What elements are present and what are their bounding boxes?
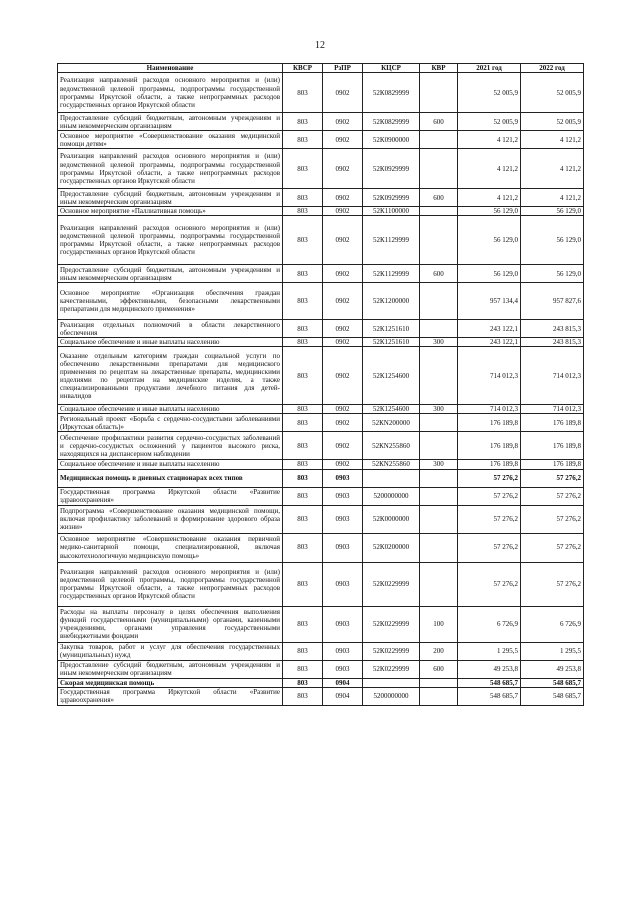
cell-kvr (420, 414, 458, 432)
cell-name: Медицинская помощь в дневных стационарах всех типов (58, 469, 283, 487)
table-row (58, 189, 584, 207)
table-row (58, 73, 584, 113)
cell-kvsr: 803 (283, 414, 323, 432)
cell-kvr (420, 562, 458, 606)
cell-2022: 176 189,8 (521, 432, 584, 460)
cell-kvr (420, 432, 458, 460)
cell-2022: 57 276,2 (521, 505, 584, 533)
table-row (58, 216, 584, 265)
cell-kcsr: 52КN200000 (363, 414, 420, 432)
cell-name: Реализация направлений расходов основного мероприятия и (или) ведомственной целевой программы, подпрограммы государственной программы Иркутской области, а также непрограммных расходов государственных органов Иркутской области (58, 216, 283, 265)
table-row (58, 338, 584, 347)
cell-kvr: 200 (420, 642, 458, 660)
cell-kcsr (363, 678, 420, 687)
cell-2022: 714 012,3 (521, 405, 584, 414)
cell-2022: 4 121,2 (521, 189, 584, 207)
cell-rzpr: 0902 (323, 320, 363, 338)
cell-2021: 56 129,0 (458, 207, 521, 216)
table-row (58, 469, 584, 487)
cell-kvsr: 803 (283, 678, 323, 687)
cell-2021: 957 134,4 (458, 283, 521, 320)
cell-name: Расходы на выплаты персоналу в целях обеспечения выполнения функций государственными (муниципальными) органами, казенными учреждениями, органами управления государственными внебюджетными фондами (58, 606, 283, 642)
table-body (58, 73, 584, 706)
cell-2021: 56 129,0 (458, 216, 521, 265)
cell-2022: 57 276,2 (521, 487, 584, 505)
cell-rzpr: 0902 (323, 149, 363, 189)
cell-kvsr: 803 (283, 642, 323, 660)
cell-kvr (420, 207, 458, 216)
cell-kvsr: 803 (283, 660, 323, 678)
cell-name: Оказание отдельным категориям граждан социальной услуги по обеспечению лекарственными препаратами для медицинского применения по рецептам на лекарственные препараты, медицинскими изделиями по рецептам на медицинские изделия, а также специализированными продуктами лечебного питания для детей-инвалидов (58, 347, 283, 405)
cell-kcsr: 52К1251610 (363, 320, 420, 338)
cell-name: Реализация направлений расходов основного мероприятия и (или) ведомственной целевой программы, подпрограммы государственной программы Иркутской области, а также непрограммных расходов государственных органов Иркутской области (58, 73, 283, 113)
cell-rzpr: 0903 (323, 660, 363, 678)
header-kvsr: КВСР (283, 64, 323, 73)
cell-2022: 6 726,9 (521, 606, 584, 642)
cell-2021: 243 122,1 (458, 338, 521, 347)
cell-kvr (420, 687, 458, 705)
cell-name: Предоставление субсидий бюджетным, автономным учреждениям и иным некоммерческим организациям (58, 265, 283, 283)
cell-2022: 176 189,8 (521, 460, 584, 469)
table-row (58, 533, 584, 562)
cell-rzpr: 0902 (323, 347, 363, 405)
cell-kcsr (363, 469, 420, 487)
cell-kvr (420, 131, 458, 149)
table-row (58, 405, 584, 414)
cell-kcsr: 52К1254600 (363, 405, 420, 414)
cell-kvr (420, 487, 458, 505)
cell-kcsr: 52К0900000 (363, 131, 420, 149)
cell-kvr: 600 (420, 660, 458, 678)
cell-2021: 548 685,7 (458, 678, 521, 687)
cell-name: Основное мероприятие «Совершенствование оказания первичной медико-санитарной помощи, специализированной, включая высокотехнологичную медицинскую помощь» (58, 533, 283, 562)
cell-2021: 57 276,2 (458, 487, 521, 505)
cell-2022: 57 276,2 (521, 562, 584, 606)
cell-kcsr: 52К0229999 (363, 562, 420, 606)
cell-2021: 176 189,8 (458, 432, 521, 460)
cell-name: Предоставление субсидий бюджетным, автономным учреждениям и иным некоммерческим организациям (58, 189, 283, 207)
cell-kvsr: 803 (283, 189, 323, 207)
cell-kvsr: 803 (283, 265, 323, 283)
cell-name: Подпрограмма «Совершенствование оказания медицинской помощи, включая профилактику заболеваний и формирование здорового образа жизни» (58, 505, 283, 533)
cell-kcsr: 52К1254600 (363, 347, 420, 405)
cell-kcsr: 5200000000 (363, 687, 420, 705)
cell-2021: 4 121,2 (458, 131, 521, 149)
cell-kvsr: 803 (283, 533, 323, 562)
cell-kvsr: 803 (283, 131, 323, 149)
cell-2021: 52 005,9 (458, 113, 521, 131)
table-row (58, 660, 584, 678)
budget-table (57, 63, 584, 706)
cell-name: Предоставление субсидий бюджетным, автономным учреждениям и иным некоммерческим организациям (58, 113, 283, 131)
table-row (58, 207, 584, 216)
table-row (58, 562, 584, 606)
cell-kvr: 300 (420, 460, 458, 469)
cell-rzpr: 0902 (323, 73, 363, 113)
cell-2021: 4 121,2 (458, 149, 521, 189)
cell-name: Закупка товаров, работ и услуг для обеспечения государственных (муниципальных) нужд (58, 642, 283, 660)
cell-2021: 4 121,2 (458, 189, 521, 207)
table-row (58, 265, 584, 283)
cell-name: Социальное обеспечение и иные выплаты населению (58, 338, 283, 347)
cell-rzpr: 0904 (323, 687, 363, 705)
cell-2022: 243 815,3 (521, 338, 584, 347)
cell-2022: 243 815,3 (521, 320, 584, 338)
cell-name: Реализация отдельных полномочий в области лекарственного обеспечения (58, 320, 283, 338)
cell-2022: 56 129,0 (521, 265, 584, 283)
header-2021: 2021 год (458, 64, 521, 73)
cell-kvr (420, 216, 458, 265)
cell-rzpr: 0902 (323, 189, 363, 207)
cell-2022: 57 276,2 (521, 533, 584, 562)
cell-rzpr: 0903 (323, 642, 363, 660)
table-row (58, 460, 584, 469)
cell-name: Обеспечение профилактики развития сердечно-сосудистых заболеваний и сердечно-сосудистых осложнений у пациентов высокого риска, находящихся на диспансерном наблюдении (58, 432, 283, 460)
cell-rzpr: 0903 (323, 469, 363, 487)
cell-2021: 243 122,1 (458, 320, 521, 338)
cell-kvsr: 803 (283, 113, 323, 131)
cell-2021: 57 276,2 (458, 505, 521, 533)
cell-kvsr: 803 (283, 405, 323, 414)
cell-name: Основное мероприятие «Совершенствование оказания медицинской помощи детям» (58, 131, 283, 149)
cell-kcsr: 52К0829999 (363, 73, 420, 113)
table-header-row (58, 64, 584, 73)
cell-rzpr: 0902 (323, 283, 363, 320)
cell-2021: 57 276,2 (458, 562, 521, 606)
table-row (58, 113, 584, 131)
cell-name: Скорая медицинская помощь (58, 678, 283, 687)
cell-rzpr: 0903 (323, 606, 363, 642)
cell-kvsr: 803 (283, 347, 323, 405)
cell-kvsr: 803 (283, 505, 323, 533)
cell-kvr (420, 73, 458, 113)
cell-kvsr: 803 (283, 606, 323, 642)
cell-2022: 4 121,2 (521, 149, 584, 189)
cell-2021: 176 189,8 (458, 414, 521, 432)
cell-rzpr: 0902 (323, 414, 363, 432)
table-row (58, 432, 584, 460)
cell-kvr (420, 678, 458, 687)
cell-kvsr: 803 (283, 432, 323, 460)
cell-name: Государственная программа Иркутской области «Развитие здравоохранения» (58, 487, 283, 505)
cell-name: Предоставление субсидий бюджетным, автономным учреждениям и иным некоммерческим организациям (58, 660, 283, 678)
cell-rzpr: 0902 (323, 338, 363, 347)
cell-name: Основное мероприятие «Организация обеспечения граждан качественными, эффективными, безопасными лекарственными препаратами для медицинского применения» (58, 283, 283, 320)
cell-name: Реализация направлений расходов основного мероприятия и (или) ведомственной целевой программы, подпрограммы государственной программы Иркутской области, а также непрограммных расходов государственных органов Иркутской области (58, 562, 283, 606)
page-number: 12 (315, 40, 325, 51)
cell-kcsr: 5200000000 (363, 487, 420, 505)
header-rzpr: РзПР (323, 64, 363, 73)
table-row (58, 131, 584, 149)
table-row (58, 687, 584, 705)
table-row (58, 320, 584, 338)
cell-2021: 57 276,2 (458, 469, 521, 487)
cell-2022: 56 129,0 (521, 216, 584, 265)
cell-2021: 714 012,3 (458, 347, 521, 405)
cell-rzpr: 0902 (323, 113, 363, 131)
cell-kcsr: 52К0000000 (363, 505, 420, 533)
cell-kvsr: 803 (283, 207, 323, 216)
cell-kcsr: 52К0929999 (363, 189, 420, 207)
cell-kcsr: 52К1129999 (363, 216, 420, 265)
cell-rzpr: 0903 (323, 505, 363, 533)
cell-2022: 56 129,0 (521, 207, 584, 216)
cell-kvr (420, 469, 458, 487)
cell-kvr (420, 533, 458, 562)
cell-kcsr: 52К0229999 (363, 606, 420, 642)
cell-rzpr: 0902 (323, 460, 363, 469)
header-kvr: КВР (420, 64, 458, 73)
cell-2022: 4 121,2 (521, 131, 584, 149)
header-kcsr: КЦСР (363, 64, 420, 73)
cell-kcsr: 52К1251610 (363, 338, 420, 347)
cell-kvsr: 803 (283, 283, 323, 320)
cell-kvr (420, 347, 458, 405)
cell-kvsr: 803 (283, 487, 323, 505)
cell-kvsr: 803 (283, 687, 323, 705)
cell-name: Региональный проект «Борьба с сердечно-сосудистыми заболеваниями (Иркутская область)» (58, 414, 283, 432)
cell-rzpr: 0904 (323, 678, 363, 687)
cell-rzpr: 0902 (323, 405, 363, 414)
cell-rzpr: 0902 (323, 432, 363, 460)
cell-kcsr: 52КN255860 (363, 460, 420, 469)
cell-name: Социальное обеспечение и иные выплаты населению (58, 460, 283, 469)
table-row (58, 487, 584, 505)
cell-2022: 52 005,9 (521, 113, 584, 131)
cell-rzpr: 0902 (323, 265, 363, 283)
cell-kvsr: 803 (283, 562, 323, 606)
table-row (58, 414, 584, 432)
table-row (58, 606, 584, 642)
cell-2022: 548 685,7 (521, 687, 584, 705)
cell-kvr (420, 320, 458, 338)
cell-2021: 6 726,9 (458, 606, 521, 642)
cell-kcsr: 52К1129999 (363, 265, 420, 283)
cell-2022: 52 005,9 (521, 73, 584, 113)
cell-2022: 957 827,6 (521, 283, 584, 320)
cell-kcsr: 52К0829999 (363, 113, 420, 131)
cell-2021: 57 276,2 (458, 533, 521, 562)
cell-kcsr: 52К0229999 (363, 660, 420, 678)
cell-2021: 176 189,8 (458, 460, 521, 469)
cell-kvsr: 803 (283, 469, 323, 487)
cell-rzpr: 0902 (323, 131, 363, 149)
cell-kvsr: 803 (283, 460, 323, 469)
cell-2022: 176 189,8 (521, 414, 584, 432)
cell-kvsr: 803 (283, 338, 323, 347)
cell-kvr (420, 283, 458, 320)
cell-rzpr: 0903 (323, 487, 363, 505)
cell-kvr: 100 (420, 606, 458, 642)
cell-2021: 49 253,8 (458, 660, 521, 678)
table-row (58, 283, 584, 320)
cell-2022: 1 295,5 (521, 642, 584, 660)
cell-kvsr: 803 (283, 149, 323, 189)
cell-name: Основное мероприятие «Паллиативная помощь» (58, 207, 283, 216)
cell-name: Социальное обеспечение и иные выплаты населению (58, 405, 283, 414)
cell-rzpr: 0903 (323, 562, 363, 606)
table-row (58, 642, 584, 660)
header-name: Наименование (58, 64, 283, 73)
table-row (58, 505, 584, 533)
cell-2021: 52 005,9 (458, 73, 521, 113)
cell-kcsr: 52К0929999 (363, 149, 420, 189)
cell-kvr: 300 (420, 338, 458, 347)
cell-2022: 57 276,2 (521, 469, 584, 487)
cell-kvr (420, 149, 458, 189)
cell-kcsr: 52К0229999 (363, 642, 420, 660)
cell-2021: 56 129,0 (458, 265, 521, 283)
cell-2022: 548 685,7 (521, 678, 584, 687)
cell-kvr: 600 (420, 265, 458, 283)
cell-kcsr: 52К1100000 (363, 207, 420, 216)
cell-kvr (420, 505, 458, 533)
cell-name: Государственная программа Иркутской области «Развитие здравоохранения» (58, 687, 283, 705)
cell-2022: 714 012,3 (521, 347, 584, 405)
cell-kvsr: 803 (283, 73, 323, 113)
cell-kcsr: 52К1200000 (363, 283, 420, 320)
cell-kcsr: 52К0200000 (363, 533, 420, 562)
cell-2022: 49 253,8 (521, 660, 584, 678)
cell-kvr: 600 (420, 113, 458, 131)
cell-rzpr: 0903 (323, 533, 363, 562)
cell-rzpr: 0902 (323, 216, 363, 265)
cell-kvsr: 803 (283, 320, 323, 338)
cell-kvr: 600 (420, 189, 458, 207)
cell-kcsr: 52КN255860 (363, 432, 420, 460)
table-row (58, 149, 584, 189)
cell-2021: 1 295,5 (458, 642, 521, 660)
cell-2021: 714 012,3 (458, 405, 521, 414)
table-row (58, 347, 584, 405)
cell-kvsr: 803 (283, 216, 323, 265)
cell-2021: 548 685,7 (458, 687, 521, 705)
table-row (58, 678, 584, 687)
cell-kvr: 300 (420, 405, 458, 414)
cell-name: Реализация направлений расходов основного мероприятия и (или) ведомственной целевой программы, подпрограммы государственной программы Иркутской области, а также непрограммных расходов государственных органов Иркутской области (58, 149, 283, 189)
cell-rzpr: 0902 (323, 207, 363, 216)
header-2022: 2022 год (521, 64, 584, 73)
